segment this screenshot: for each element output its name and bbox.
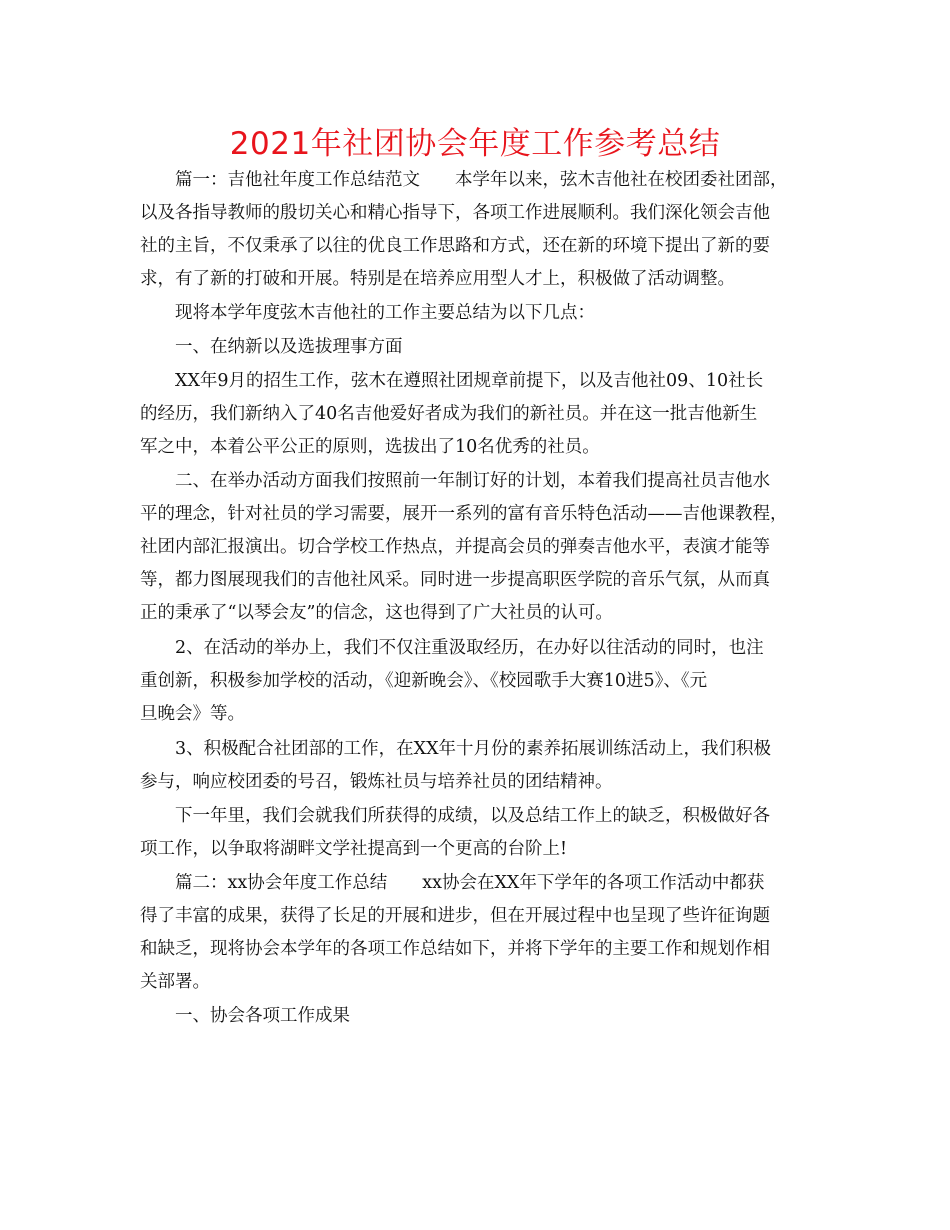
body-line: 求，有了新的打破和开展。特别是在培养应用型人才上，积极做了活动调整。	[140, 269, 735, 289]
body-line: 军之中，本着公平公正的原则，选拔出了10名优秀的社员。	[140, 437, 600, 457]
body-line: 正的秉承了“以琴会友”的信念，这也得到了广大社员的认可。	[140, 603, 613, 623]
body-line: 得了丰富的成果，获得了长足的开展和进步，但在开展过程中也呈现了些许征询题	[140, 906, 770, 926]
body-line: 重创新，积极参加学校的活动，《迎新晚会》、《校园歌手大赛10进5》、《元	[140, 671, 708, 691]
body-line: 的经历，我们新纳入了40名吉他爱好者成为我们的新社员。并在这一批吉他新生	[140, 404, 758, 424]
section-heading: 一、协会各项工作成果	[175, 1006, 350, 1026]
body-line: 关部署。	[140, 972, 210, 992]
body-line: 下一年里，我们会就我们所获得的成绩，以及总结工作上的缺乏，积极做好各	[175, 806, 770, 826]
body-line: 以及各指导教师的殷切关心和精心指导下，各项工作进展顺利。我们深化领会吉他	[140, 203, 770, 223]
body-line: 篇一：吉他社年度工作总结范文 本学年以来，弦木吉他社在校团委社团部，	[175, 170, 788, 190]
body-line: 2、在活动的举办上，我们不仅注重汲取经历，在办好以往活动的同时，也注	[175, 638, 764, 658]
body-line: 社团内部汇报演出。切合学校工作热点，并提高会员的弹奏吉他水平，表演才能等	[140, 537, 770, 557]
body-line: 社的主旨，不仅秉承了以往的优良工作思路和方式，还在新的环境下提出了新的要	[140, 236, 770, 256]
body-line: 平的理念，针对社员的学习需要，展开一系列的富有音乐特色活动——吉他课教程，	[140, 504, 788, 524]
body-line: 二、在举办活动方面我们按照前一年制订好的计划，本着我们提高社员吉他水	[175, 471, 770, 491]
body-line: 旦晚会》等。	[140, 704, 245, 724]
body-line: 现将本学年度弦木吉他社的工作主要总结为以下几点：	[175, 303, 595, 323]
body-line: 篇二：xx协会年度工作总结 xx协会在XX年下学年的各项工作活动中都获	[175, 873, 765, 893]
body-line: 参与，响应校团委的号召，锻炼社员与培养社员的团结精神。	[140, 772, 613, 792]
document-title: 2021年社团协会年度工作参考总结	[229, 126, 721, 162]
section-heading: 一、在纳新以及选拔理事方面	[175, 337, 403, 357]
body-line: 和缺乏，现将协会本学年的各项工作总结如下，并将下学年的主要工作和规划作相	[140, 939, 770, 959]
body-line: 项工作，以争取将湖畔文学社提高到一个更高的台阶上!	[140, 839, 568, 859]
body-line: XX年9月的招生工作，弦木在遵照社团规章前提下，以及吉他社09、10社长	[175, 371, 764, 391]
body-line: 3、积极配合社团部的工作，在XX年十月份的素养拓展训练活动上，我们积极	[175, 739, 772, 759]
body-line: 等，都力图展现我们的吉他社风采。同时进一步提高职医学院的音乐气氛，从而真	[140, 570, 770, 590]
